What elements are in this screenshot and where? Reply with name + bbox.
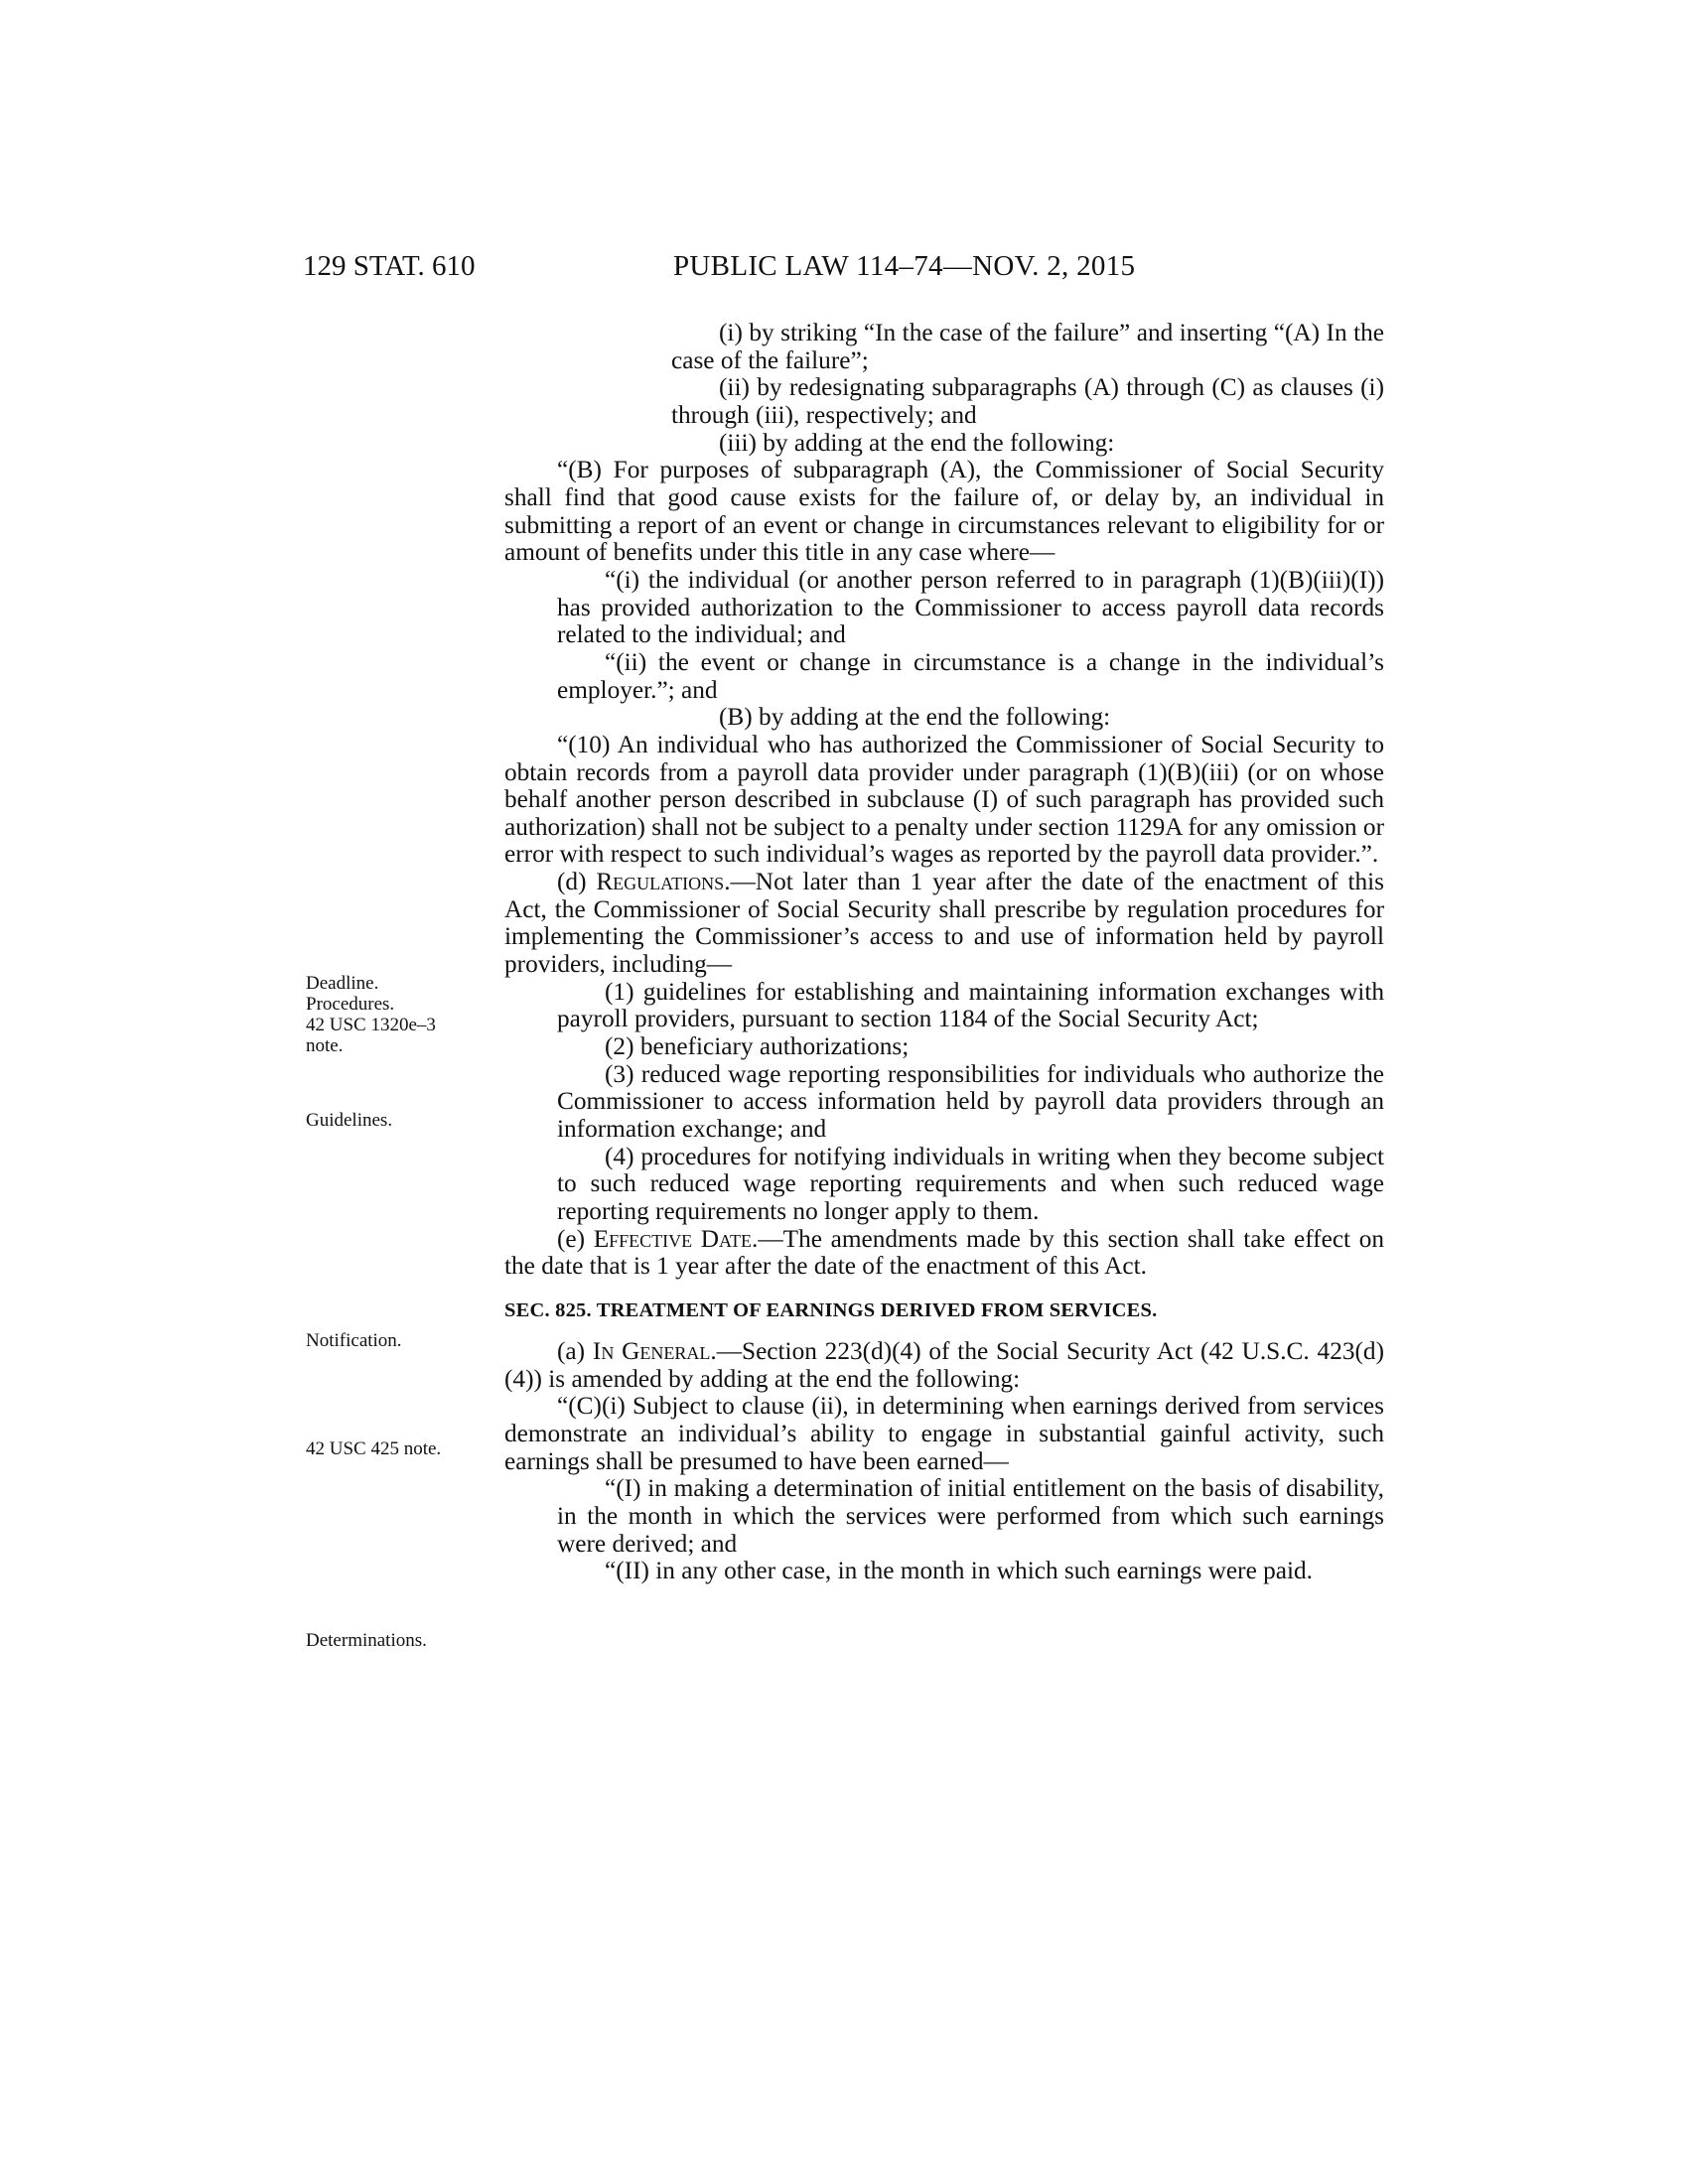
margin-note-line: 42 USC 425 note. (306, 1438, 442, 1459)
paragraph-quoted-10: “(10) An individual who has authorized the Commissioner of Social Security to obtain records from a payroll data provider under paragraph (1)(B)(iii) (or on whose behalf another person described in subclause (I) of such paragraph has provided such authorization) shall not be subject to a penalty under section 1129A for any omission or error with respect to such individual’s wages as reported by the payroll data provider.”. (504, 730, 1384, 869)
paragraph-item-3: (3) reduced wage reporting responsibilities for individuals who authorize the Commissioner to access information held by payroll data providers through an information exchange; and (557, 1059, 1384, 1144)
paragraph-effective-date (504, 1226, 1384, 1281)
margin-note-line: Determinations. (306, 1630, 427, 1651)
margin-note-notification (306, 1330, 494, 1351)
paragraph-item-4: (4) procedures for notifying individuals in writing when they become subject to such reduced wage reporting requirements and when such reduced wage reporting requirements no longer apply to them. (557, 1142, 1384, 1225)
paragraph-quoted-clause-ii: “(ii) the event or change in circumstance is a change in the individual’s employer.”; and (557, 647, 1384, 704)
law-title: PUBLIC LAW 114–74—NOV. 2, 2015 (673, 250, 1136, 282)
subsection-heading-effective-date: Effective Date (593, 1224, 753, 1253)
margin-note-deadline (306, 973, 494, 1056)
law-body-text (504, 320, 1384, 1585)
margin-note-line: Notification. (306, 1330, 402, 1351)
paragraph-regulations (504, 869, 1384, 979)
subsection-heading-in-general: In General (592, 1336, 711, 1365)
paragraph-item-1: (1) guidelines for establishing and maintaining information exchanges with payroll providers, pursuant to section 1184 of the Social Security Act; (557, 977, 1384, 1033)
margin-note-line: Guidelines. (306, 1110, 393, 1131)
margin-note-determinations (306, 1630, 494, 1651)
subsection-text: .—The amendments made by this section shall take effect on the date that is 1 year after the date of the enactment of this Act. (504, 1224, 1384, 1281)
margin-note-line: note. (306, 1035, 344, 1056)
paragraph-clause-ii: (ii) by redesignating subparagraphs (A) through (C) as clauses (i) through (iii), respectively; and (671, 373, 1384, 429)
paragraph-quoted-subclause-i: “(I) in making a determination of initial entitlement on the basis of disability, in the month in which the services were performed from which such earnings were derived; and (557, 1474, 1384, 1558)
paragraph-quoted-clause-i: “(i) the individual (or another person referred to in paragraph (1)(B)(iii)(I)) has provided authorization to the Commissioner to access payroll data records related to the individual; and (557, 565, 1384, 649)
paragraph-adding-b: (B) by adding at the end the following: (719, 703, 1111, 732)
page-header (303, 246, 1380, 286)
margin-note-line: 42 USC 1320e–3 (306, 1015, 436, 1035)
paragraph-quoted-subclause-ii: “(II) in any other case, in the month in which such earnings were paid. (605, 1557, 1313, 1585)
subsection-label: (a) (557, 1336, 593, 1365)
margin-note-line: Deadline. (306, 973, 379, 994)
subsection-label: (d) (557, 868, 597, 896)
paragraph-quoted-c-i: “(C)(i) Subject to clause (ii), in determining when earnings derived from services demonstrate an individual’s ability to engage in substantial gainful activity, such earnings shall be presumed to have been earned— (504, 1392, 1384, 1475)
stat-page-number: 129 STAT. 610 (303, 250, 476, 282)
margin-note-guidelines (306, 1110, 494, 1131)
paragraph-item-2: (2) beneficiary authorizations; (605, 1032, 910, 1061)
paragraph-clause-iii: (iii) by adding at the end the following: (719, 428, 1115, 457)
section-heading: SEC. 825. TREATMENT OF EARNINGS DERIVED FROM SERVICES. (504, 1298, 1158, 1321)
paragraph-subpara-b: “(B) For purposes of subparagraph (A), the Commissioner of Social Security shall find that good cause exists for the failure of, or delay by, an individual in submitting a report of an event or change in circumstances relevant to eligibility for or amount of benefits under this title in any case where— (504, 456, 1384, 567)
margin-note-line: Procedures. (306, 994, 395, 1015)
subsection-label: (e) (557, 1224, 594, 1253)
subsection-text: .—Section 223(d)(4) of the Social Security Act (42 U.S.C. 423(d)(4)) is amended by adding at the end the following: (504, 1336, 1384, 1393)
subsection-text: .—Not later than 1 year after the date of the enactment of this Act, the Commissioner of Social Security shall prescribe by regulation procedures for implementing the Commissioner’s access to and use of information held by payroll providers, including— (504, 868, 1384, 979)
paragraph-clause-i: (i) by striking “In the case of the failure” and inserting “(A) In the case of the failure”; (671, 319, 1384, 374)
paragraph-in-general (504, 1338, 1384, 1393)
margin-note-usc-425 (306, 1438, 494, 1459)
subsection-heading-regulations: Regulations (596, 868, 725, 896)
